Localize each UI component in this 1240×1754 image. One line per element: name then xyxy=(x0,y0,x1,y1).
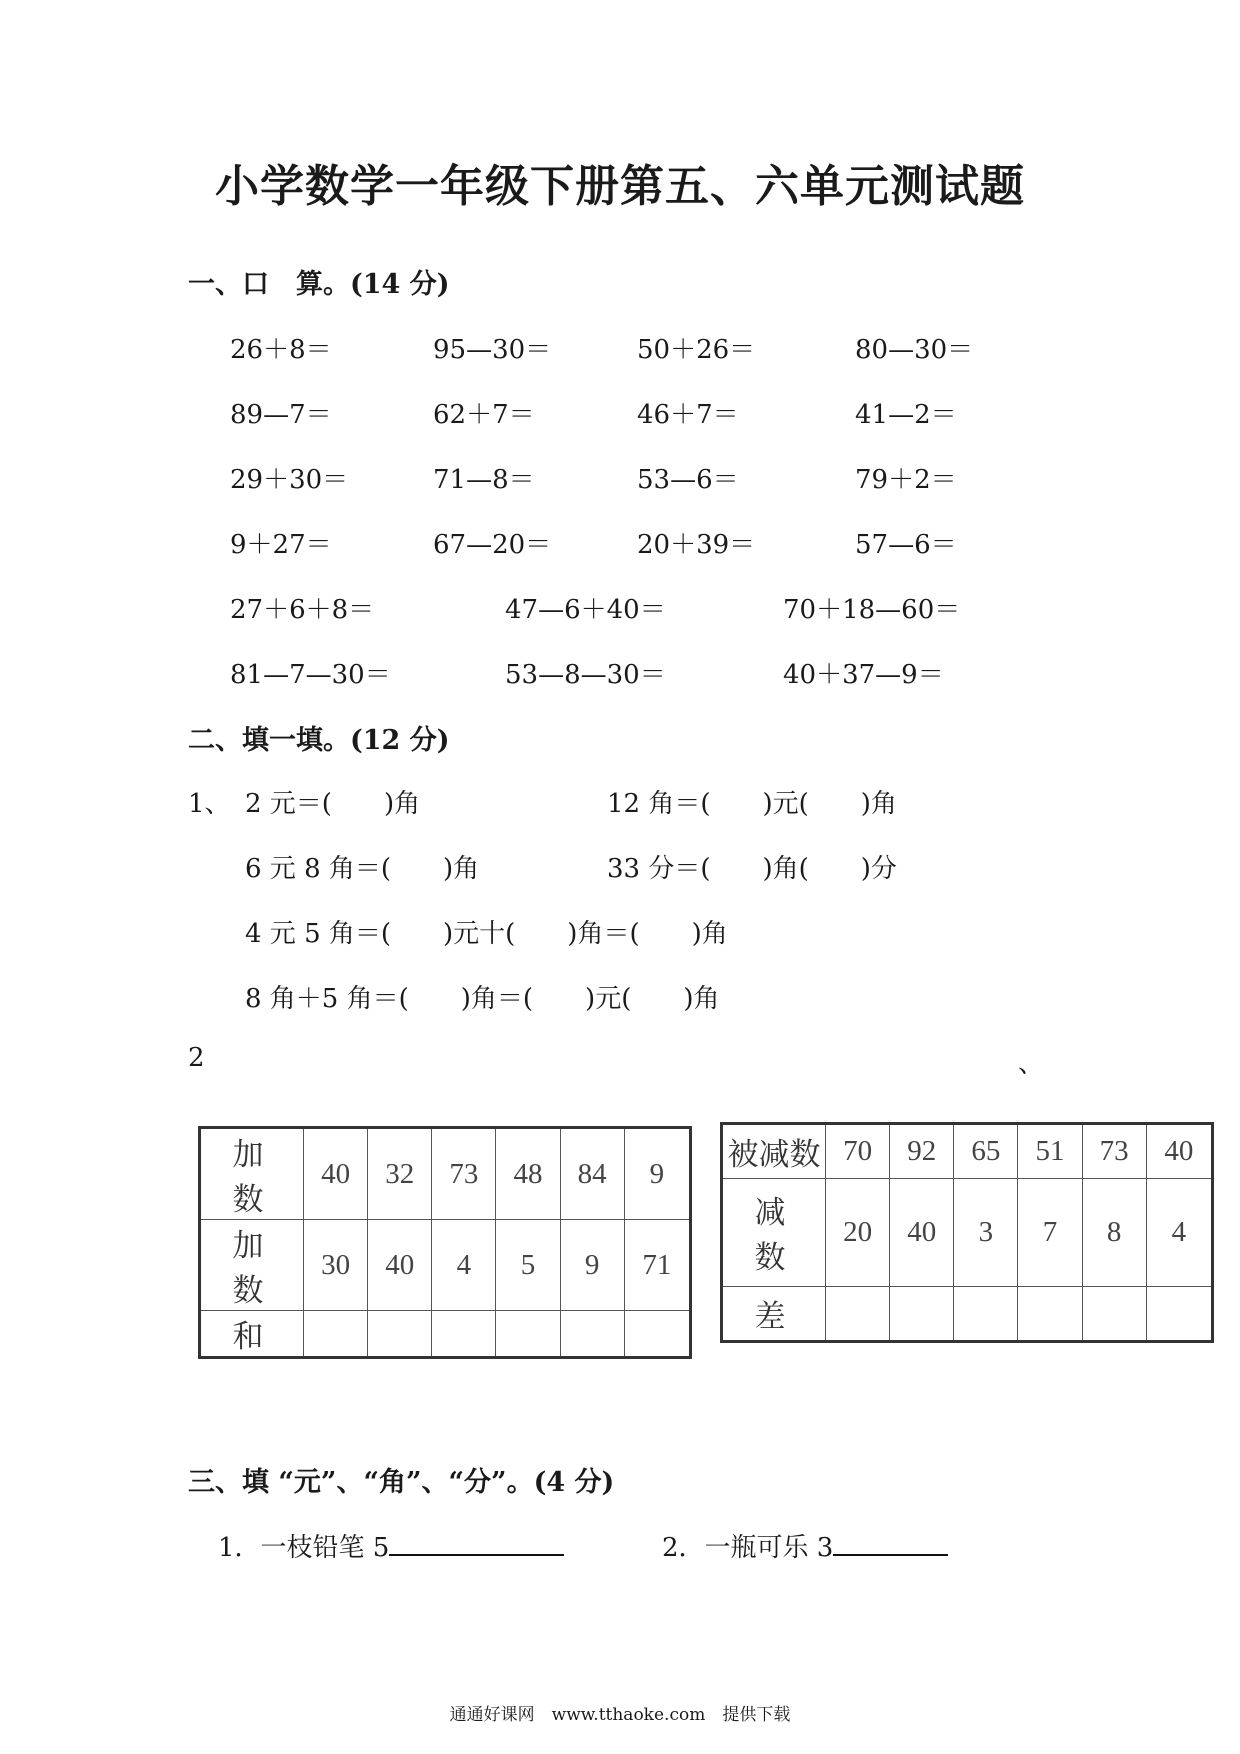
table-cell: 5 xyxy=(496,1220,560,1311)
table-cell: 7 xyxy=(1018,1179,1082,1286)
answer-blank[interactable] xyxy=(389,1530,564,1556)
subtraction-table xyxy=(720,1122,1214,1343)
problem: 67—20＝ xyxy=(433,530,552,560)
problem: 62＋7＝ xyxy=(433,400,535,430)
row-header: 被减数 xyxy=(722,1124,826,1179)
row-header: 加 数 xyxy=(200,1220,304,1311)
table-cell: 70 xyxy=(826,1124,890,1179)
problem: 27＋6＋8＝ xyxy=(230,595,375,625)
answer-blank[interactable] xyxy=(833,1530,948,1556)
table-cell: 71 xyxy=(624,1220,690,1311)
problem: 71—8＝ xyxy=(433,465,535,495)
answer-cell[interactable] xyxy=(826,1286,890,1341)
row-header: 加 数 xyxy=(200,1128,304,1220)
table-cell: 4 xyxy=(432,1220,496,1311)
table-cell: 20 xyxy=(826,1179,890,1286)
table-row xyxy=(722,1286,1213,1341)
question-number: 2 xyxy=(188,1043,205,1073)
table-cell: 48 xyxy=(496,1128,560,1220)
row-header: 和 xyxy=(200,1311,304,1358)
table-cell: 92 xyxy=(890,1124,954,1179)
unit-question-2 xyxy=(662,1527,948,1564)
table-cell: 40 xyxy=(1146,1124,1212,1179)
table-row xyxy=(722,1179,1213,1286)
table-cell: 9 xyxy=(624,1128,690,1220)
answer-cell[interactable] xyxy=(432,1311,496,1358)
problem: 53—8—30＝ xyxy=(505,660,666,690)
problem: 53—6＝ xyxy=(637,465,739,495)
table-cell: 32 xyxy=(368,1128,432,1220)
answer-cell[interactable] xyxy=(1146,1286,1212,1341)
problem: 26＋8＝ xyxy=(230,335,332,365)
problem: 81—7—30＝ xyxy=(230,660,391,690)
table-row xyxy=(200,1128,691,1220)
question-text: 1．一枝铅笔 5 xyxy=(218,1533,390,1563)
problem: 95—30＝ xyxy=(433,335,552,365)
problem: 9＋27＝ xyxy=(230,530,332,560)
problem: 57—6＝ xyxy=(855,530,957,560)
table-row xyxy=(722,1124,1213,1179)
table-cell: 4 xyxy=(1146,1179,1212,1286)
answer-cell[interactable] xyxy=(496,1311,560,1358)
answer-cell[interactable] xyxy=(954,1286,1018,1341)
problem: 20＋39＝ xyxy=(637,530,756,560)
problem: 70＋18—60＝ xyxy=(783,595,961,625)
problem: 50＋26＝ xyxy=(637,335,756,365)
answer-cell[interactable] xyxy=(368,1311,432,1358)
table-cell: 9 xyxy=(560,1220,624,1311)
fill-item: 12 角＝( )元( )角 xyxy=(607,789,897,819)
answer-cell[interactable] xyxy=(890,1286,954,1341)
addition-table xyxy=(198,1126,692,1359)
punctuation-mark: 、 xyxy=(1018,1049,1045,1079)
answer-cell[interactable] xyxy=(560,1311,624,1358)
problem: 80—30＝ xyxy=(855,335,974,365)
section2-heading: 二、填一填。(12 分) xyxy=(188,725,450,756)
table-row xyxy=(200,1220,691,1311)
answer-cell[interactable] xyxy=(1082,1286,1146,1341)
problem: 79＋2＝ xyxy=(855,465,957,495)
table-cell: 73 xyxy=(1082,1124,1146,1179)
problem: 89—7＝ xyxy=(230,400,332,430)
problem: 47—6＋40＝ xyxy=(505,595,666,625)
table-cell: 3 xyxy=(954,1179,1018,1286)
answer-cell[interactable] xyxy=(304,1311,368,1358)
page-title: 小学数学一年级下册第五、六单元测试题 xyxy=(215,161,1025,212)
problem: 40＋37—9＝ xyxy=(783,660,944,690)
unit-question-1 xyxy=(218,1527,564,1564)
table-cell: 84 xyxy=(560,1128,624,1220)
section3-heading: 三、填 “元”、“角”、“分”。(4 分) xyxy=(188,1467,615,1498)
table-row xyxy=(200,1311,691,1358)
table-cell: 30 xyxy=(304,1220,368,1311)
problem: 46＋7＝ xyxy=(637,400,739,430)
table-cell: 40 xyxy=(890,1179,954,1286)
table-cell: 8 xyxy=(1082,1179,1146,1286)
problem: 29＋30＝ xyxy=(230,465,349,495)
problem: 41—2＝ xyxy=(855,400,957,430)
fill-item: 2 元＝( )角 xyxy=(245,789,421,819)
table-cell: 40 xyxy=(304,1128,368,1220)
fill-item: 33 分＝( )角( )分 xyxy=(607,854,897,884)
fill-item: 8 角＋5 角＝( )角＝( )元( )角 xyxy=(245,984,720,1014)
footer-source: 通通好课网 www.tthaoke.com 提供下载 xyxy=(449,1705,791,1725)
fill-item: 4 元 5 角＝( )元十( )角＝( )角 xyxy=(245,919,728,949)
section1-heading: 一、口 算。(14 分) xyxy=(188,269,450,300)
question-text: 2．一瓶可乐 3 xyxy=(662,1533,834,1563)
table-cell: 40 xyxy=(368,1220,432,1311)
table-cell: 51 xyxy=(1018,1124,1082,1179)
answer-cell[interactable] xyxy=(624,1311,690,1358)
fill-item: 6 元 8 角＝( )角 xyxy=(245,854,480,884)
table-cell: 65 xyxy=(954,1124,1018,1179)
row-header: 减 数 xyxy=(722,1179,826,1286)
row-header: 差 xyxy=(722,1286,826,1341)
table-cell: 73 xyxy=(432,1128,496,1220)
question-number: 1、 xyxy=(188,789,231,819)
answer-cell[interactable] xyxy=(1018,1286,1082,1341)
